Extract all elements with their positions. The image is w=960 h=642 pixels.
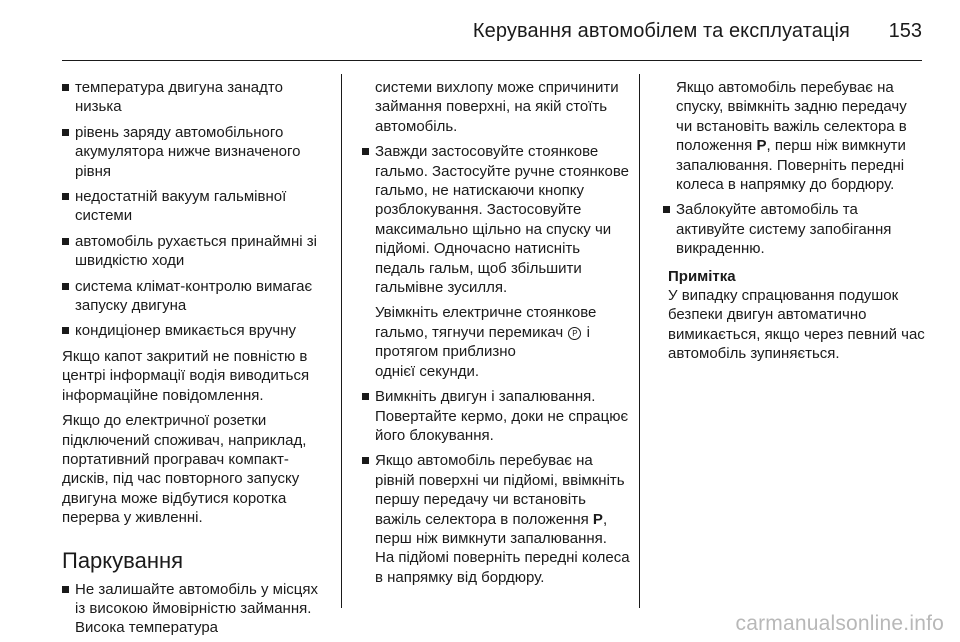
- parking-brake-switch-icon: P: [568, 327, 581, 340]
- list-item: система клімат-контролю вимагає запуску двигуна: [62, 277, 332, 316]
- list-item: недостатній вакуум гальмівної системи: [62, 187, 332, 226]
- list-item: автомобіль рухається принаймні зі швидкістю ходи: [62, 232, 332, 271]
- list-item: кондиціонер вмикається вручну: [62, 321, 332, 340]
- section-heading-parking: Паркування: [62, 547, 184, 573]
- column-2: [362, 78, 630, 593]
- list-item: [362, 451, 630, 587]
- column-3: [663, 78, 925, 364]
- page-number: 153: [888, 20, 922, 42]
- bullet-text-a: Якщо автомобіль перебуває на рівній поверхні чи підйомі, ввімкніть першу передачу чи встановіть важіль селектора в положення: [375, 452, 625, 528]
- paragraph-power-outlet: Якщо до електричної розетки підключений споживач, наприклад, портативний програвач компакт-дисків, під час повторного запуску двигуна може відбутися коротка перерва у живленні.: [62, 412, 307, 527]
- bullet-text-b: , перш ніж вимкнути запалювання. На підйомі поверніть передні колеса в напрямку від бордюру.: [375, 510, 630, 586]
- electric-brake-text-a: Увімкніть електричне стоянкове гальмо, тягнучи перемикач: [375, 304, 597, 341]
- column-divider-1: [341, 74, 342, 608]
- list-item: температура двигуна занадто низька: [62, 78, 332, 117]
- list-item: Завжди застосовуйте стоянкове гальмо. Застосуйте ручне стоянкове гальмо, не натискаючи кнопку розблокування. Застосовуйте максимально щільно на спуску чи підйомі. Одночасно натисніть педаль гальм, щоб збільшити гальмівне зусилля.: [362, 142, 630, 297]
- list-item: Заблокуйте автомобіль та активуйте систему запобігання викраденню.: [663, 200, 925, 258]
- note-text: У випадку спрацювання подушок безпеки двигун автоматично вимикається, якщо через певний час автомобіль зупиняється.: [668, 287, 925, 363]
- paragraph-electric-brake: [362, 303, 630, 381]
- paragraph-continuation: системи вихлопу може спричинити займання поверхні, на якій стоїть автомобіль.: [375, 79, 619, 135]
- note-block: [663, 267, 925, 364]
- selector-position-p: P: [592, 510, 603, 528]
- list-item: Не залишайте автомобіль у місцях із високою ймовірністю займання. Висока температура: [62, 580, 332, 638]
- electric-brake-text-c: однієї секунди.: [375, 362, 480, 380]
- header-rule: [62, 60, 922, 61]
- paragraph-hood-message: Якщо капот закритий не повністю в центрі інформації водія виводиться інформаційне повідомлення.: [62, 347, 310, 404]
- continuation-text-b: , перш ніж вимкнути запалювання. Поверніть передні колеса в напрямку до бордюру.: [676, 137, 906, 194]
- column-1: [62, 78, 332, 642]
- selector-position-p: P: [756, 137, 767, 155]
- list-item: рівень заряду автомобільного акумулятора нижче визначеного рівня: [62, 123, 332, 181]
- watermark: carmanualsonline.info: [735, 612, 944, 635]
- page-title: Керування автомобілем та експлуатація: [472, 20, 850, 42]
- electric-brake-text-b: і протягом приблизно: [375, 323, 590, 361]
- list-item: Вимкніть двигун і запалювання. Повертайте кермо, доки не спрацює його блокування.: [362, 387, 630, 445]
- note-title: Примітка: [668, 267, 736, 285]
- page-header: [62, 14, 922, 50]
- column-divider-2: [639, 74, 640, 608]
- paragraph-continuation: [663, 78, 925, 194]
- continuation-text-a: Якщо автомобіль перебуває на спуску, ввімкніть задню передачу чи встановіть важіль селектора в положення: [676, 79, 907, 155]
